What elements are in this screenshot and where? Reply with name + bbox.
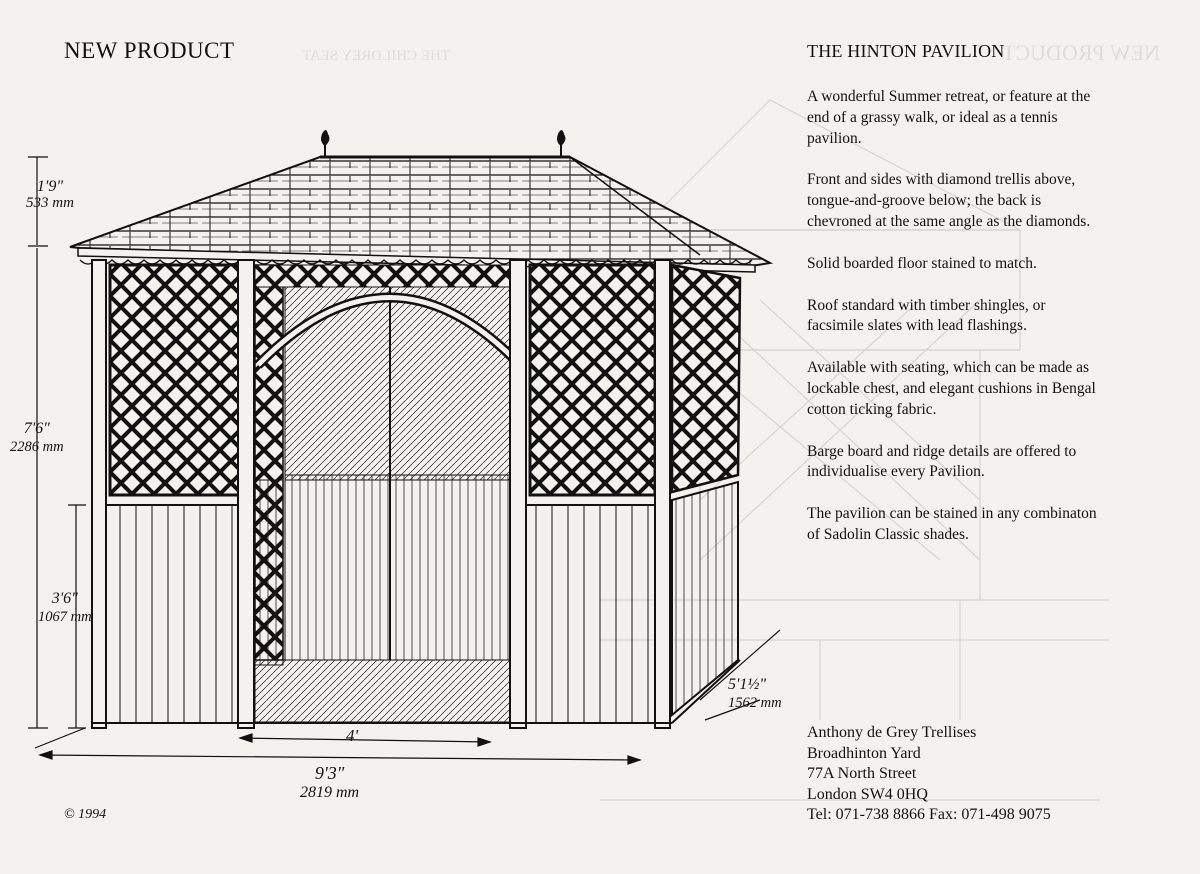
trellis-panel-right — [530, 265, 655, 495]
panel-height-label: 3'6" 1067 mm — [38, 590, 92, 625]
description-paragraph: Front and sides with diamond trellis above, tongue-and-groove below; the back is chevroned at the same angle as the diamonds. — [807, 171, 1091, 230]
boards-right — [525, 505, 655, 723]
address-line: Anthony de Grey Trellises — [807, 724, 977, 741]
back-wall-lower — [285, 475, 515, 660]
address-line: Broadhinton Yard — [807, 744, 921, 762]
copyright: © 1994 — [64, 807, 107, 822]
product-title: THE HINTON PAVILION — [807, 41, 1005, 61]
total-width-label: 9'3" 2819 mm — [300, 763, 360, 801]
description-paragraph: The pavilion can be stained in any combinaton of Sadolin Classic shades. — [807, 505, 1097, 543]
floor — [255, 660, 525, 722]
address-line: 77A North Street — [807, 765, 917, 783]
opening-width-label: 4' — [346, 726, 359, 745]
contact-line: Tel: 071-738 8866 Fax: 071-498 9075 — [807, 806, 1051, 824]
address-line: London SW4 0HQ — [807, 785, 928, 803]
description-paragraph: A wonderful Summer retreat, or feature at the end of a grassy walk, or ideal as a tennis pavilion. — [807, 88, 1091, 147]
post — [238, 260, 254, 728]
roof — [70, 130, 770, 272]
svg-text:THE CHILDREY SEAT: THE CHILDREY SEAT — [302, 48, 450, 64]
finial-left — [321, 130, 329, 146]
headline: NEW PRODUCT — [64, 38, 235, 63]
description-paragraph: Available with seating, which can be made as lockable chest, and elegant cushions in Bengal cotton ticking fabric. — [807, 359, 1096, 418]
depth-label: 5'1½" 1562 mm — [728, 676, 782, 711]
trellis-panel-left — [110, 265, 240, 495]
svg-text:NEW PRODUCT: NEW PRODUCT — [1002, 40, 1160, 65]
company-address — [807, 723, 1051, 826]
trellis-side — [672, 265, 740, 492]
post — [510, 260, 526, 728]
finial-right — [557, 130, 565, 146]
roof-height-label: 1'9" 533 mm — [26, 178, 74, 211]
boards-left — [105, 505, 243, 723]
pavilion-illustration — [0, 120, 800, 780]
post — [655, 260, 670, 728]
description-paragraph: Barge board and ridge details are offered to individualise every Pavilion. — [807, 442, 1077, 481]
description-paragraph: Solid boarded floor stained to match. — [807, 254, 1037, 272]
description-paragraph: Roof standard with timber shingles, or facsimile slates with lead flashings. — [807, 296, 1046, 335]
post — [92, 260, 106, 728]
product-description — [807, 87, 1097, 567]
total-height-label: 7'6" 2286 mm — [10, 420, 64, 455]
